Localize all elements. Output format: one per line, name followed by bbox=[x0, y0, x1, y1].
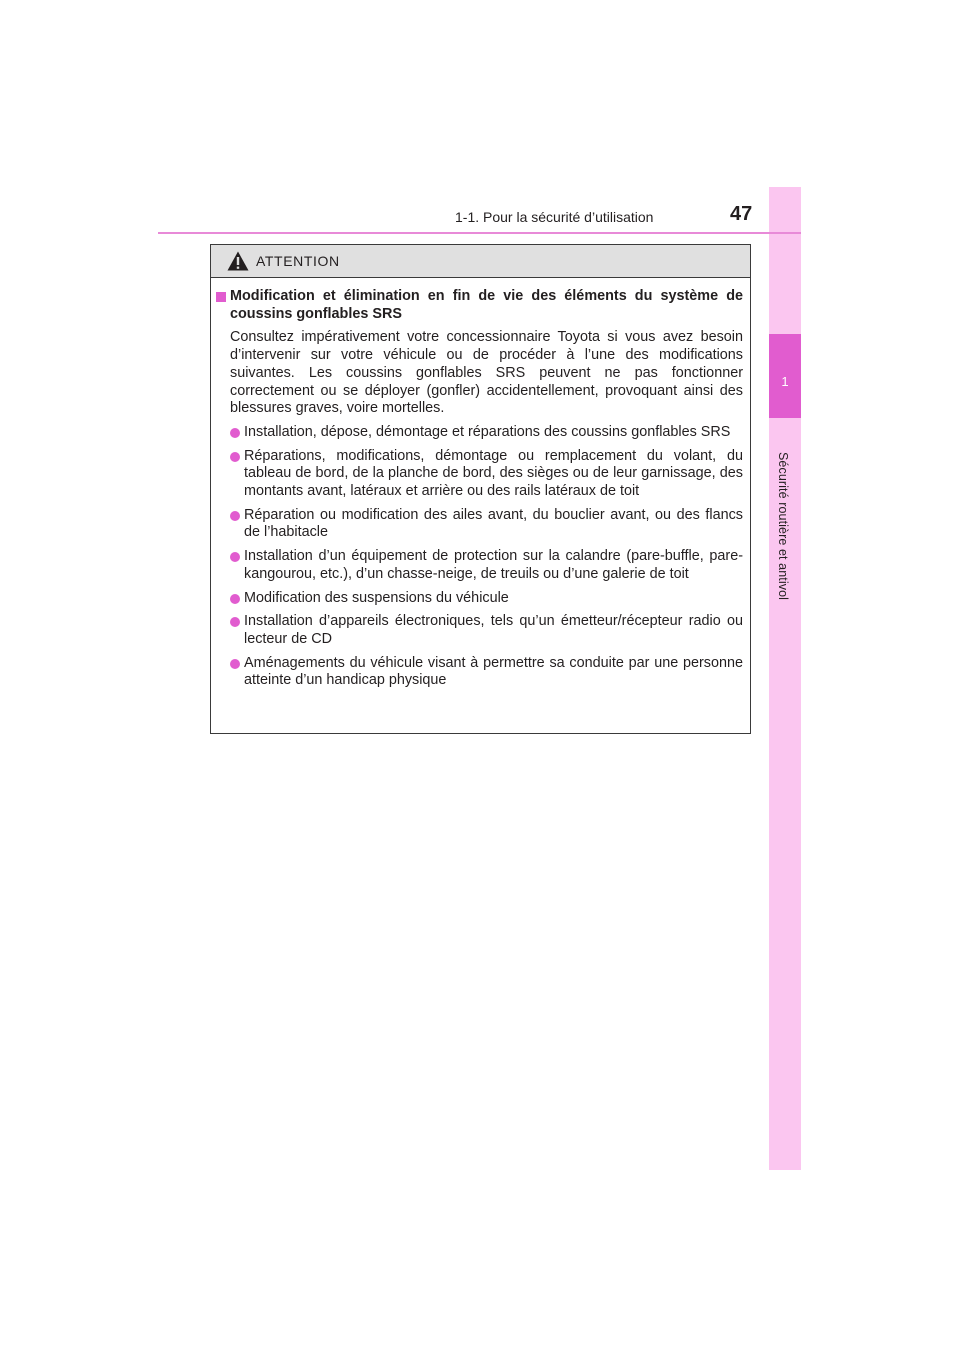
section-title: 1-1. Pour la sécurité d’utilisation bbox=[455, 209, 654, 225]
round-bullet-icon bbox=[230, 552, 240, 562]
warning-intro: Consultez impérativement votre concessionnaire Toyota si vous avez besoin d’intervenir sur votre véhicule ou de procéder à l’une des modifications suivantes. Les coussins gonflables SRS peuvent ne pas fonctionner correctement ou se déployer (gonfler) accidentellement, provoquant ainsi des blessures graves, voire mortelles. bbox=[230, 329, 743, 417]
warning-subheading bbox=[216, 288, 743, 323]
list-item bbox=[216, 613, 743, 648]
chapter-number: 1 bbox=[781, 374, 789, 389]
list-item bbox=[216, 507, 743, 542]
header-rule bbox=[158, 232, 801, 234]
list-item bbox=[216, 590, 743, 608]
page-number: 47 bbox=[730, 203, 753, 225]
round-bullet-icon bbox=[230, 428, 240, 438]
list-item bbox=[216, 548, 743, 583]
warning-header bbox=[211, 245, 750, 278]
warning-box bbox=[210, 244, 751, 734]
warning-content bbox=[211, 277, 750, 690]
list-item bbox=[216, 424, 743, 442]
round-bullet-icon bbox=[230, 511, 240, 521]
list-item-text: Installation, dépose, démontage et réparations des coussins gonflables SRS bbox=[244, 423, 731, 440]
square-bullet-icon bbox=[216, 292, 226, 302]
warning-triangle-icon bbox=[227, 251, 249, 271]
subheading-text: Modification et élimination en fin de vie des éléments du système de coussins gonflables SRS bbox=[230, 288, 743, 322]
warning-label: ATTENTION bbox=[256, 253, 340, 269]
list-item-text: Installation d’un équipement de protection sur la calandre (pare-buffle, pare-kangourou, etc.), d’un chasse-neige, de treuils ou d’une galerie de toit bbox=[244, 548, 743, 582]
list-item-text: Modification des suspensions du véhicule bbox=[244, 589, 509, 606]
round-bullet-icon bbox=[230, 617, 240, 627]
list-item bbox=[216, 448, 743, 501]
chapter-title: Sécurité routière et antivol bbox=[776, 452, 790, 601]
list-item-text: Installation d’appareils électroniques, tels qu’un émetteur/récepteur radio ou lecteur de CD bbox=[244, 613, 743, 647]
round-bullet-icon bbox=[230, 594, 240, 604]
list-item bbox=[216, 655, 743, 690]
round-bullet-icon bbox=[230, 659, 240, 669]
list-item-text: Réparations, modifications, démontage ou remplacement du volant, du tableau de bord, de la planche de bord, des sièges ou de leur garnissage, des montants avant, latéraux et arrière ou des rails latéraux de toit bbox=[244, 447, 743, 500]
list-item-text: Réparation ou modification des ailes avant, du bouclier avant, ou des flancs de l’habitacle bbox=[244, 506, 743, 541]
list-item-text: Aménagements du véhicule visant à permettre sa conduite par une personne atteinte d’un handicap physique bbox=[244, 654, 743, 689]
round-bullet-icon bbox=[230, 452, 240, 462]
